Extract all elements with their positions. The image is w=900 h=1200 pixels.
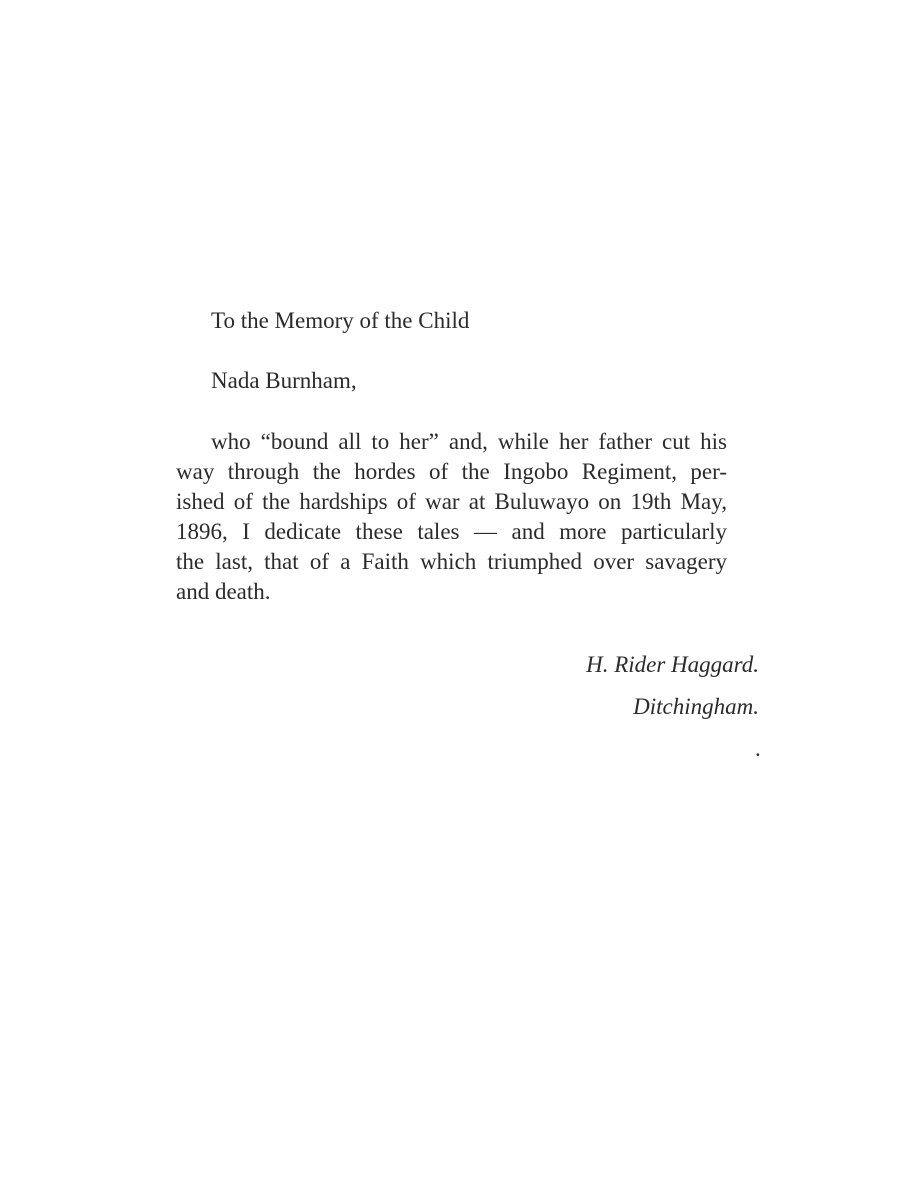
- dedication-name: Nada Burnham,: [211, 368, 357, 393]
- paragraph-line: and death.: [176, 579, 271, 604]
- paragraph-line: who “bound all to her” and, while her father cut his: [211, 429, 727, 454]
- paragraph-line: 1896, I dedicate these tales — and more particularly: [176, 519, 727, 544]
- paragraph-line: the last, that of a Faith which triumphed over savagery: [176, 549, 727, 574]
- signature-author: H. Rider Haggard.: [586, 652, 759, 677]
- paragraph-line: ished of the hardships of war at Buluwayo on 19th May,: [176, 489, 727, 514]
- dedication-heading: To the Memory of the Child: [211, 308, 470, 333]
- stray-period-mark: .: [755, 736, 761, 761]
- signature-place: Ditchingham.: [633, 694, 759, 719]
- dedication-paragraph: [176, 427, 727, 607]
- paragraph-line: way through the hordes of the Ingobo Regiment, per-: [176, 459, 727, 484]
